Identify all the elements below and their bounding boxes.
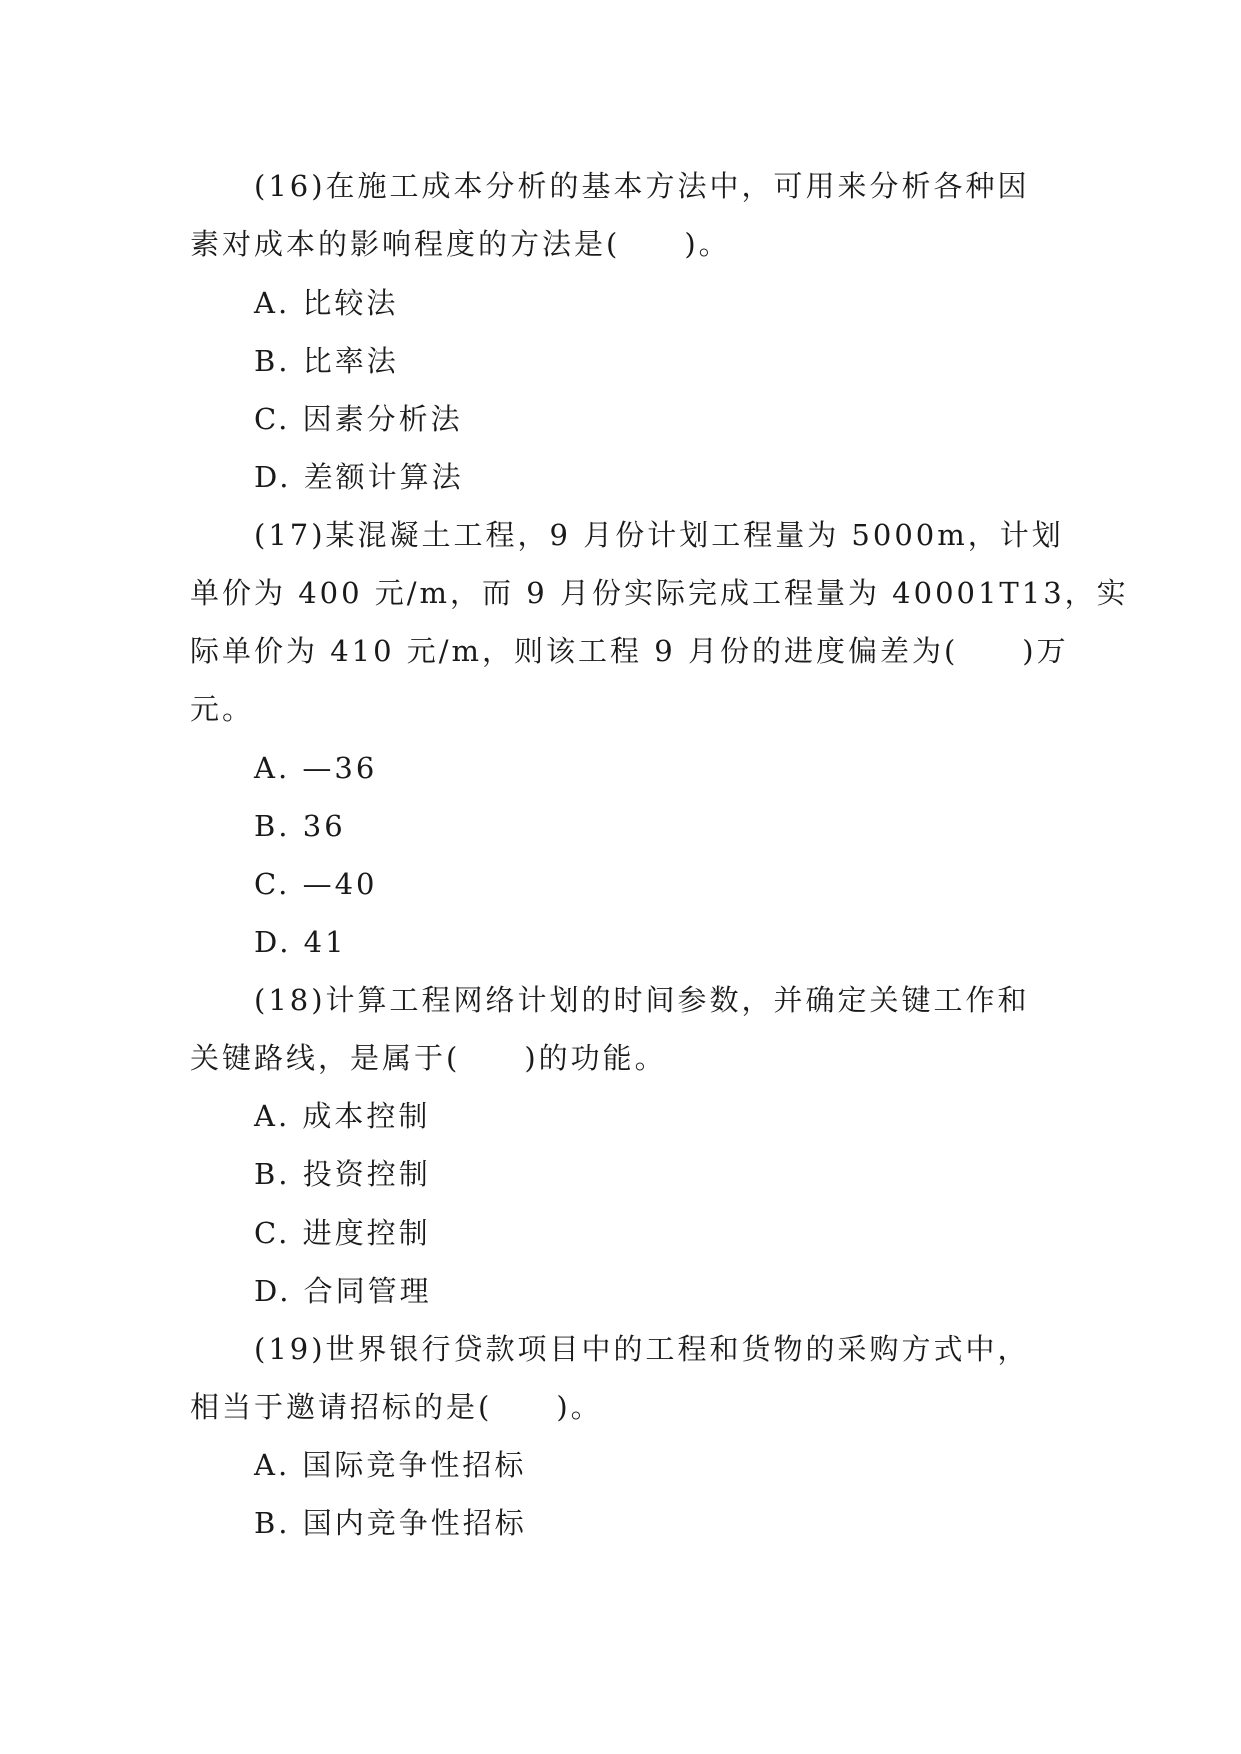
question-17-stem-line-1: (17)某混凝土工程，9 月份计划工程量为 5000m，计划 [254,518,1064,552]
question-18-option-c: C. 进度控制 [254,1216,431,1250]
question-16-option-c: C. 因素分析法 [254,402,463,436]
question-17-option-a: A. —36 [254,751,378,785]
question-17-option-b: B. 36 [254,809,346,843]
question-18-stem-line-1: (18)计算工程网络计划的时间参数，并确定关键工作和 [254,983,1030,1017]
question-16-option-d: D. 差额计算法 [254,460,464,494]
question-16-stem-line-2: 素对成本的影响程度的方法是( )。 [190,227,731,261]
question-17-stem-line-2: 单价为 400 元/m，而 9 月份实际完成工程量为 40001T13，实 [190,576,1129,610]
question-18-option-b: B. 投资控制 [254,1157,431,1191]
question-16-option-b: B. 比率法 [254,344,399,378]
question-16-stem-line-1: (16)在施工成本分析的基本方法中，可用来分析各种因 [254,169,1030,203]
question-19-option-a: A. 国际竞争性招标 [254,1448,527,1482]
question-17-stem-line-4: 元。 [190,692,255,726]
question-19-stem-line-1: (19)世界银行贷款项目中的工程和货物的采购方式中， [254,1332,1030,1366]
question-19-option-b: B. 国内竞争性招标 [254,1506,527,1540]
question-17-stem-line-3: 际单价为 410 元/m，则该工程 9 月份的进度偏差为( )万 [190,634,1069,668]
question-17-option-c: C. —40 [254,867,378,901]
question-16-option-a: A. 比较法 [254,286,399,320]
question-19-stem-line-2: 相当于邀请招标的是( )。 [190,1390,603,1424]
question-18-option-a: A. 成本控制 [254,1099,431,1133]
question-17-option-d: D. 41 [254,925,347,959]
question-18-stem-line-2: 关键路线，是属于( )的功能。 [190,1041,667,1075]
question-18-option-d: D. 合同管理 [254,1274,432,1308]
